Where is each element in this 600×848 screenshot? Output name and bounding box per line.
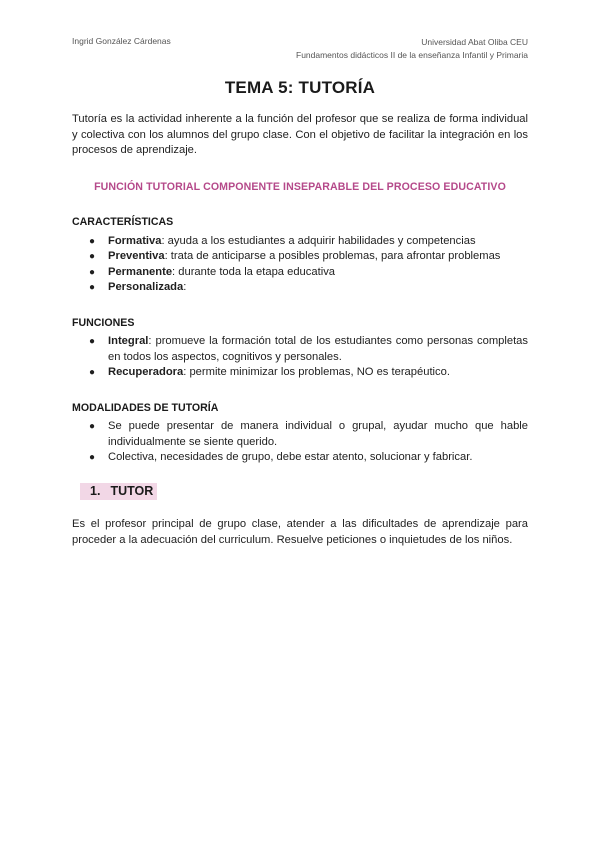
list-item bbox=[72, 450, 528, 466]
header-course: Fundamentos didácticos II de la enseñanza Infantil y Primaria bbox=[296, 50, 528, 60]
list-item bbox=[72, 234, 528, 250]
list-item bbox=[72, 265, 528, 281]
bullet-icon: ● bbox=[89, 421, 96, 432]
list-item bbox=[72, 419, 528, 450]
item-term: Preventiva bbox=[108, 250, 165, 262]
item-text: : bbox=[183, 281, 187, 293]
bullet-icon: ● bbox=[89, 282, 96, 293]
header-right bbox=[296, 36, 528, 62]
item-term: Integral bbox=[108, 335, 149, 347]
item-term: Formativa bbox=[108, 234, 162, 247]
funciones-list bbox=[72, 334, 528, 381]
tutor-heading bbox=[80, 483, 157, 501]
highlight-heading: FUNCIÓN TUTORIAL COMPONENTE INSEPARABLE DEL PROCESO EDUCATIVO bbox=[94, 180, 506, 193]
item-term: Permanente bbox=[108, 265, 173, 278]
intro-paragraph: Tutoría es la actividad inherente a la función del profesor que se realiza de forma individual y colectiva con los alumnos del grupo clase. Con el objetivo de facilitar la integración en los procesos de aprendizaje. bbox=[72, 113, 528, 156]
content bbox=[72, 112, 528, 548]
modalidades-list bbox=[72, 419, 528, 466]
tutor-title: TUTOR bbox=[110, 483, 154, 498]
item-term: Personalizada bbox=[108, 281, 184, 293]
bullet-icon: ● bbox=[89, 336, 96, 347]
funciones-heading: FUNCIONES bbox=[72, 316, 135, 329]
caracteristicas-list bbox=[72, 234, 528, 296]
item-text: Colectiva, necesidades de grupo, debe estar atento, solucionar y fabricar. bbox=[108, 451, 473, 463]
bullet-icon: ● bbox=[89, 251, 96, 262]
tutor-number: 1. bbox=[90, 483, 101, 498]
item-term: Recuperadora bbox=[108, 366, 184, 378]
list-item bbox=[72, 249, 528, 265]
item-text: Se puede presentar de manera individual o grupal, ayudar mucho que hable individualmente se siente querido. bbox=[108, 420, 528, 448]
bullet-icon: ● bbox=[89, 367, 96, 378]
list-item bbox=[72, 334, 528, 365]
header-university: Universidad Abat Oliba CEU bbox=[421, 37, 528, 47]
caracteristicas-heading: CARACTERÍSTICAS bbox=[72, 216, 174, 228]
item-text: : durante toda la etapa educativa bbox=[172, 265, 336, 278]
item-text: : permite minimizar los problemas, NO es terapéutico. bbox=[183, 366, 450, 378]
list-item bbox=[72, 280, 528, 296]
list-item bbox=[72, 365, 528, 381]
modalidades-heading: MODALIDADES DE TUTORÍA bbox=[72, 401, 219, 414]
bullet-icon: ● bbox=[89, 452, 96, 463]
tutor-paragraph: Es el profesor principal de grupo clase, atender a las dificultades de aprendizaje para proceder a la adecuación del curriculum. Resuelve peticiones o inquietudes de los niños. bbox=[72, 518, 528, 546]
item-text: : promueve la formación total de los estudiantes como personas completas en todos los aspectos, cognitivos y personales. bbox=[108, 335, 528, 363]
bullet-icon: ● bbox=[89, 235, 96, 247]
item-text: : trata de anticiparse a posibles problemas, para afrontar problemas bbox=[164, 250, 501, 262]
item-text: : ayuda a los estudiantes a adquirir habilidades y competencias bbox=[161, 234, 476, 247]
header-author: Ingrid González Cárdenas bbox=[72, 36, 171, 46]
bullet-icon: ● bbox=[89, 266, 96, 278]
page-title: TEMA 5: TUTORÍA bbox=[224, 78, 376, 97]
